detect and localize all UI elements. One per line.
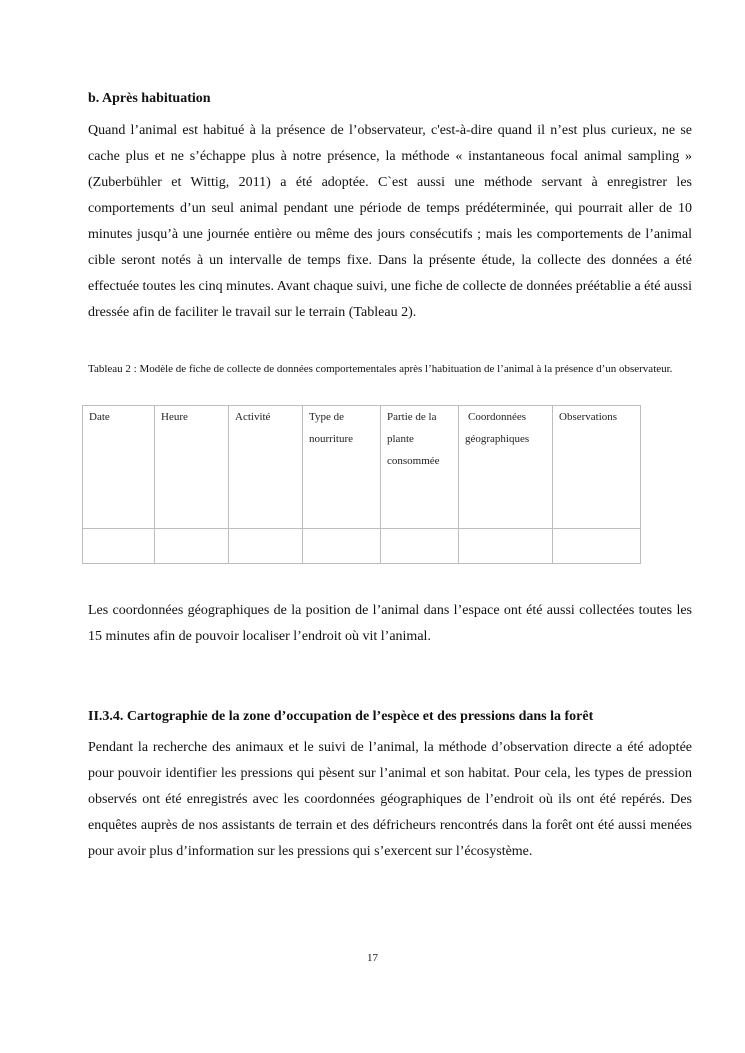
table-caption-block (88, 359, 692, 379)
empty-cell (155, 529, 229, 564)
empty-cell (553, 529, 641, 564)
col-type-l2: nourriture (309, 433, 353, 445)
section-b-paragraph: Quand l’animal est habitué à la présence de l’observateur, c'est-à-dire quand il n’est plus curieux, ne se cache plus et ne s’échappe plus à notre présence, la méthode « instantaneous focal animal sampling » (Zuberbühler et Wittig, 2011) a été adoptée. C`est aussi une méthode servant à enregistrer les comportements d’un seul animal pendant une période de temps prédéterminée, qui pourrait aller de 10 minutes jusqu’à une journée entière ou même des jours consécutifs ; mais les comportements de l’animal cible seront notés à un intervalle de temps fixe. Dans la présente étude, la collecte des données a été effectuée toutes les cinq minutes. Avant chaque suivi, une fiche de collecte de données préétablie a été aussi dressée afin de faciliter le travail sur le terrain (Tableau 2). (88, 123, 692, 320)
table-caption: Tableau 2 : Modèle de fiche de collecte de données comportementales après l’habituation de l’animal à la présence d’un observateur. (88, 363, 673, 375)
section-b-heading: b. Après habituation (88, 91, 211, 106)
col-partie-l3: consommée (387, 455, 440, 467)
empty-cell (229, 529, 303, 564)
col-coord-l1: Coordonnées (468, 411, 527, 423)
col-observations (553, 406, 641, 529)
after-table-block (88, 598, 692, 650)
col-coord-l2: géographiques (465, 433, 530, 445)
col-activite-l1: Activité (235, 411, 271, 423)
col-date (83, 406, 155, 529)
data-collection-table (82, 405, 641, 564)
empty-cell (303, 529, 381, 564)
col-partie-plante (381, 406, 459, 529)
col-partie-l2: plante (387, 433, 414, 445)
col-heure-l1: Heure (161, 411, 188, 423)
col-partie-l1: Partie de la (387, 411, 437, 423)
col-heure (155, 406, 229, 529)
table-header-row (83, 406, 641, 529)
col-type-nourriture (303, 406, 381, 529)
col-date-l1: Date (89, 411, 110, 423)
table-empty-row (83, 529, 641, 564)
after-table-paragraph: Les coordonnées géographiques de la position de l’animal dans l’espace ont été aussi collectées toutes les 15 minutes afin de pouvoir localiser l’endroit où vit l’animal. (88, 603, 692, 644)
col-activite (229, 406, 303, 529)
empty-cell (459, 529, 553, 564)
section-2-3-4-paragraph: Pendant la recherche des animaux et le suivi de l’animal, la méthode d’observation directe a été adoptée pour pouvoir identifier les pressions qui pèsent sur l’animal et son habitat. Pour cela, les types de pression observés ont été enregistrés avec les coordonnées géographiques de l’endroit où ils ont été repérés. Des enquêtes auprès de nos assistants de terrain et des défricheurs rencontrés dans la forêt ont été aussi menées pour avoir plus d’information sur les pressions qui s’exercent sur l’écosystème. (88, 740, 692, 859)
col-coordonnees (459, 406, 553, 529)
section-b (88, 91, 692, 107)
page-number: 17 (367, 952, 378, 964)
empty-cell (83, 529, 155, 564)
section-2-3-4 (88, 709, 692, 725)
empty-cell (381, 529, 459, 564)
col-obs-l1: Observations (559, 411, 618, 423)
col-type-l1: Type de (309, 411, 344, 423)
section-b-body (88, 118, 692, 326)
section-2-3-4-heading: II.3.4. Cartographie de la zone d’occupation de l’espèce et des pressions dans la forêt (88, 709, 594, 724)
section-2-3-4-body (88, 735, 692, 865)
